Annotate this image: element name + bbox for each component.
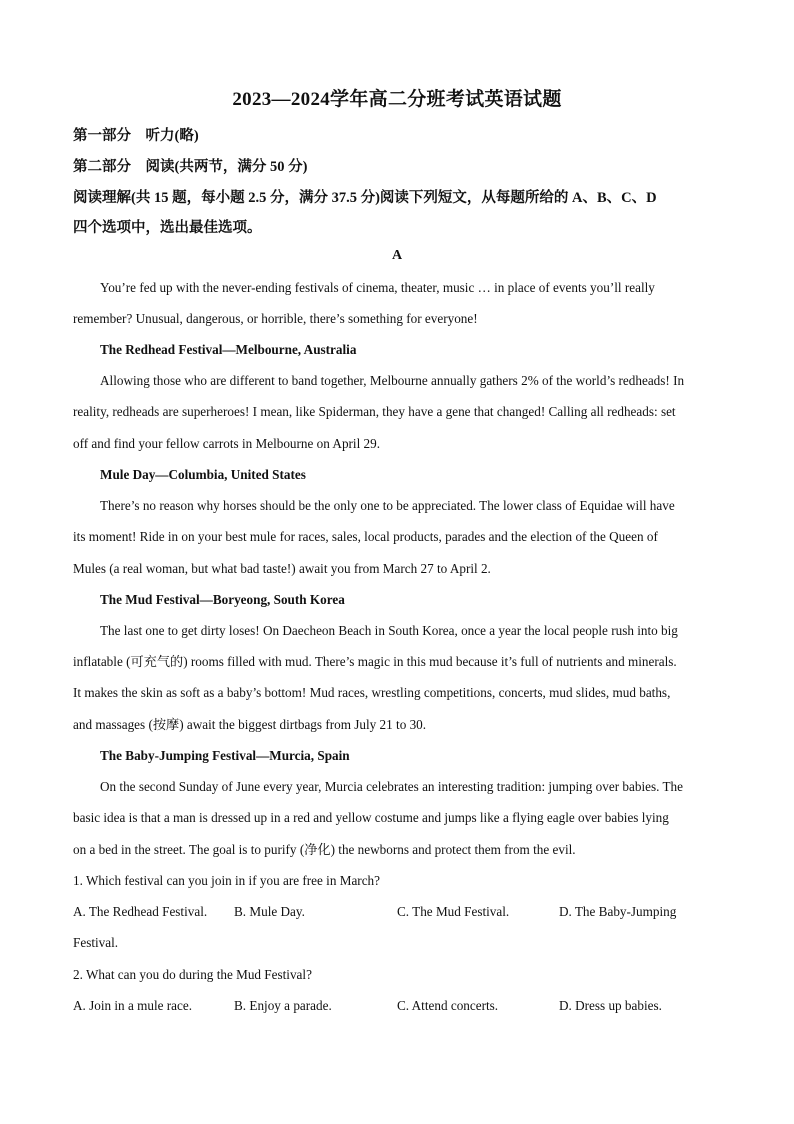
paragraph-line: It makes the skin as soft as a baby’s bottom! Mud races, wrestling competitions, concerts, mud slides, mud baths, <box>73 685 671 700</box>
question-2-option-b[interactable]: B. Enjoy a parade. <box>234 998 332 1013</box>
paragraph-line: and massages (按摩) await the biggest dirtbags from July 21 to 30. <box>73 717 427 732</box>
instruction-line-2: 四个选项中，选出最佳选项。 <box>73 220 262 236</box>
paragraph-line: basic idea is that a man is dressed up in a red and yellow costume and jumps like a flying eagle over babies lying <box>73 810 669 825</box>
paragraph-line: Mules (a real woman, but what bad taste!) await you from March 27 to April 2. <box>73 561 491 576</box>
paragraph-line: its moment! Ride in on your best mule for races, sales, local products, parades and the election of the Queen of <box>73 529 658 544</box>
question-2-stem: 2. What can you do during the Mud Festival? <box>73 967 312 982</box>
festival-heading-mule-day: Mule Day—Columbia, United States <box>100 467 306 482</box>
paragraph-line: on a bed in the street. The goal is to purify (净化) the newborns and protect them from the evil. <box>73 842 576 857</box>
question-2-option-c[interactable]: C. Attend concerts. <box>397 998 499 1013</box>
instruction-line-1: 阅读理解(共 15 题，每小题 2.5 分，满分 37.5 分)阅读下列短文，从每题所给的 A、B、C、D <box>73 190 657 206</box>
part1-heading: 第一部分 听力(略) <box>73 128 199 144</box>
question-1-option-a[interactable]: A. The Redhead Festival. <box>73 904 208 919</box>
festival-heading-mud: The Mud Festival—Boryeong, South Korea <box>100 592 345 607</box>
section-letter: A <box>391 248 403 263</box>
question-2-option-d[interactable]: D. Dress up babies. <box>559 998 662 1013</box>
intro-line: You’re fed up with the never-ending festivals of cinema, theater, music … in place of events you’ll really <box>100 280 655 295</box>
paragraph-line: Allowing those who are different to band together, Melbourne annually gathers 2% of the world’s redheads! In <box>100 373 685 388</box>
festival-heading-baby-jumping: The Baby-Jumping Festival—Murcia, Spain <box>100 748 350 763</box>
question-1-option-b[interactable]: B. Mule Day. <box>234 904 305 919</box>
intro-line: remember? Unusual, dangerous, or horrible, there’s something for everyone! <box>73 311 478 326</box>
question-2-option-a[interactable]: A. Join in a mule race. <box>73 998 193 1013</box>
festival-heading-redhead: The Redhead Festival—Melbourne, Australia <box>100 342 357 357</box>
paragraph-line: reality, redheads are superheroes! I mean, like Spiderman, they have a gene that changed! Calling all redheads: set <box>73 404 676 419</box>
paragraph-line: On the second Sunday of June every year, Murcia celebrates an interesting tradition: jumping over babies. The <box>100 779 683 794</box>
part2-heading: 第二部分 阅读(共两节，满分 50 分) <box>73 159 308 175</box>
question-1-option-d[interactable]: D. The Baby-Jumping <box>559 904 677 919</box>
paragraph-line: off and find your fellow carrots in Melbourne on April 29. <box>73 436 381 451</box>
question-1-option-d-continuation: Festival. <box>73 935 119 950</box>
paragraph-line: inflatable (可充气的) rooms filled with mud. There’s magic in this mud because it’s full of nutrients and minerals. <box>73 654 677 669</box>
paragraph-line: There’s no reason why horses should be the only one to be appreciated. The lower class of Equidae will have <box>100 498 675 513</box>
question-1-stem: 1. Which festival can you join in if you are free in March? <box>73 873 380 888</box>
page-title: 2023—2024学年高二分班考试英语试题 <box>232 89 562 110</box>
paragraph-line: The last one to get dirty loses! On Daecheon Beach in South Korea, once a year the local people rush into big <box>100 623 678 638</box>
question-1-option-c[interactable]: C. The Mud Festival. <box>397 904 510 919</box>
